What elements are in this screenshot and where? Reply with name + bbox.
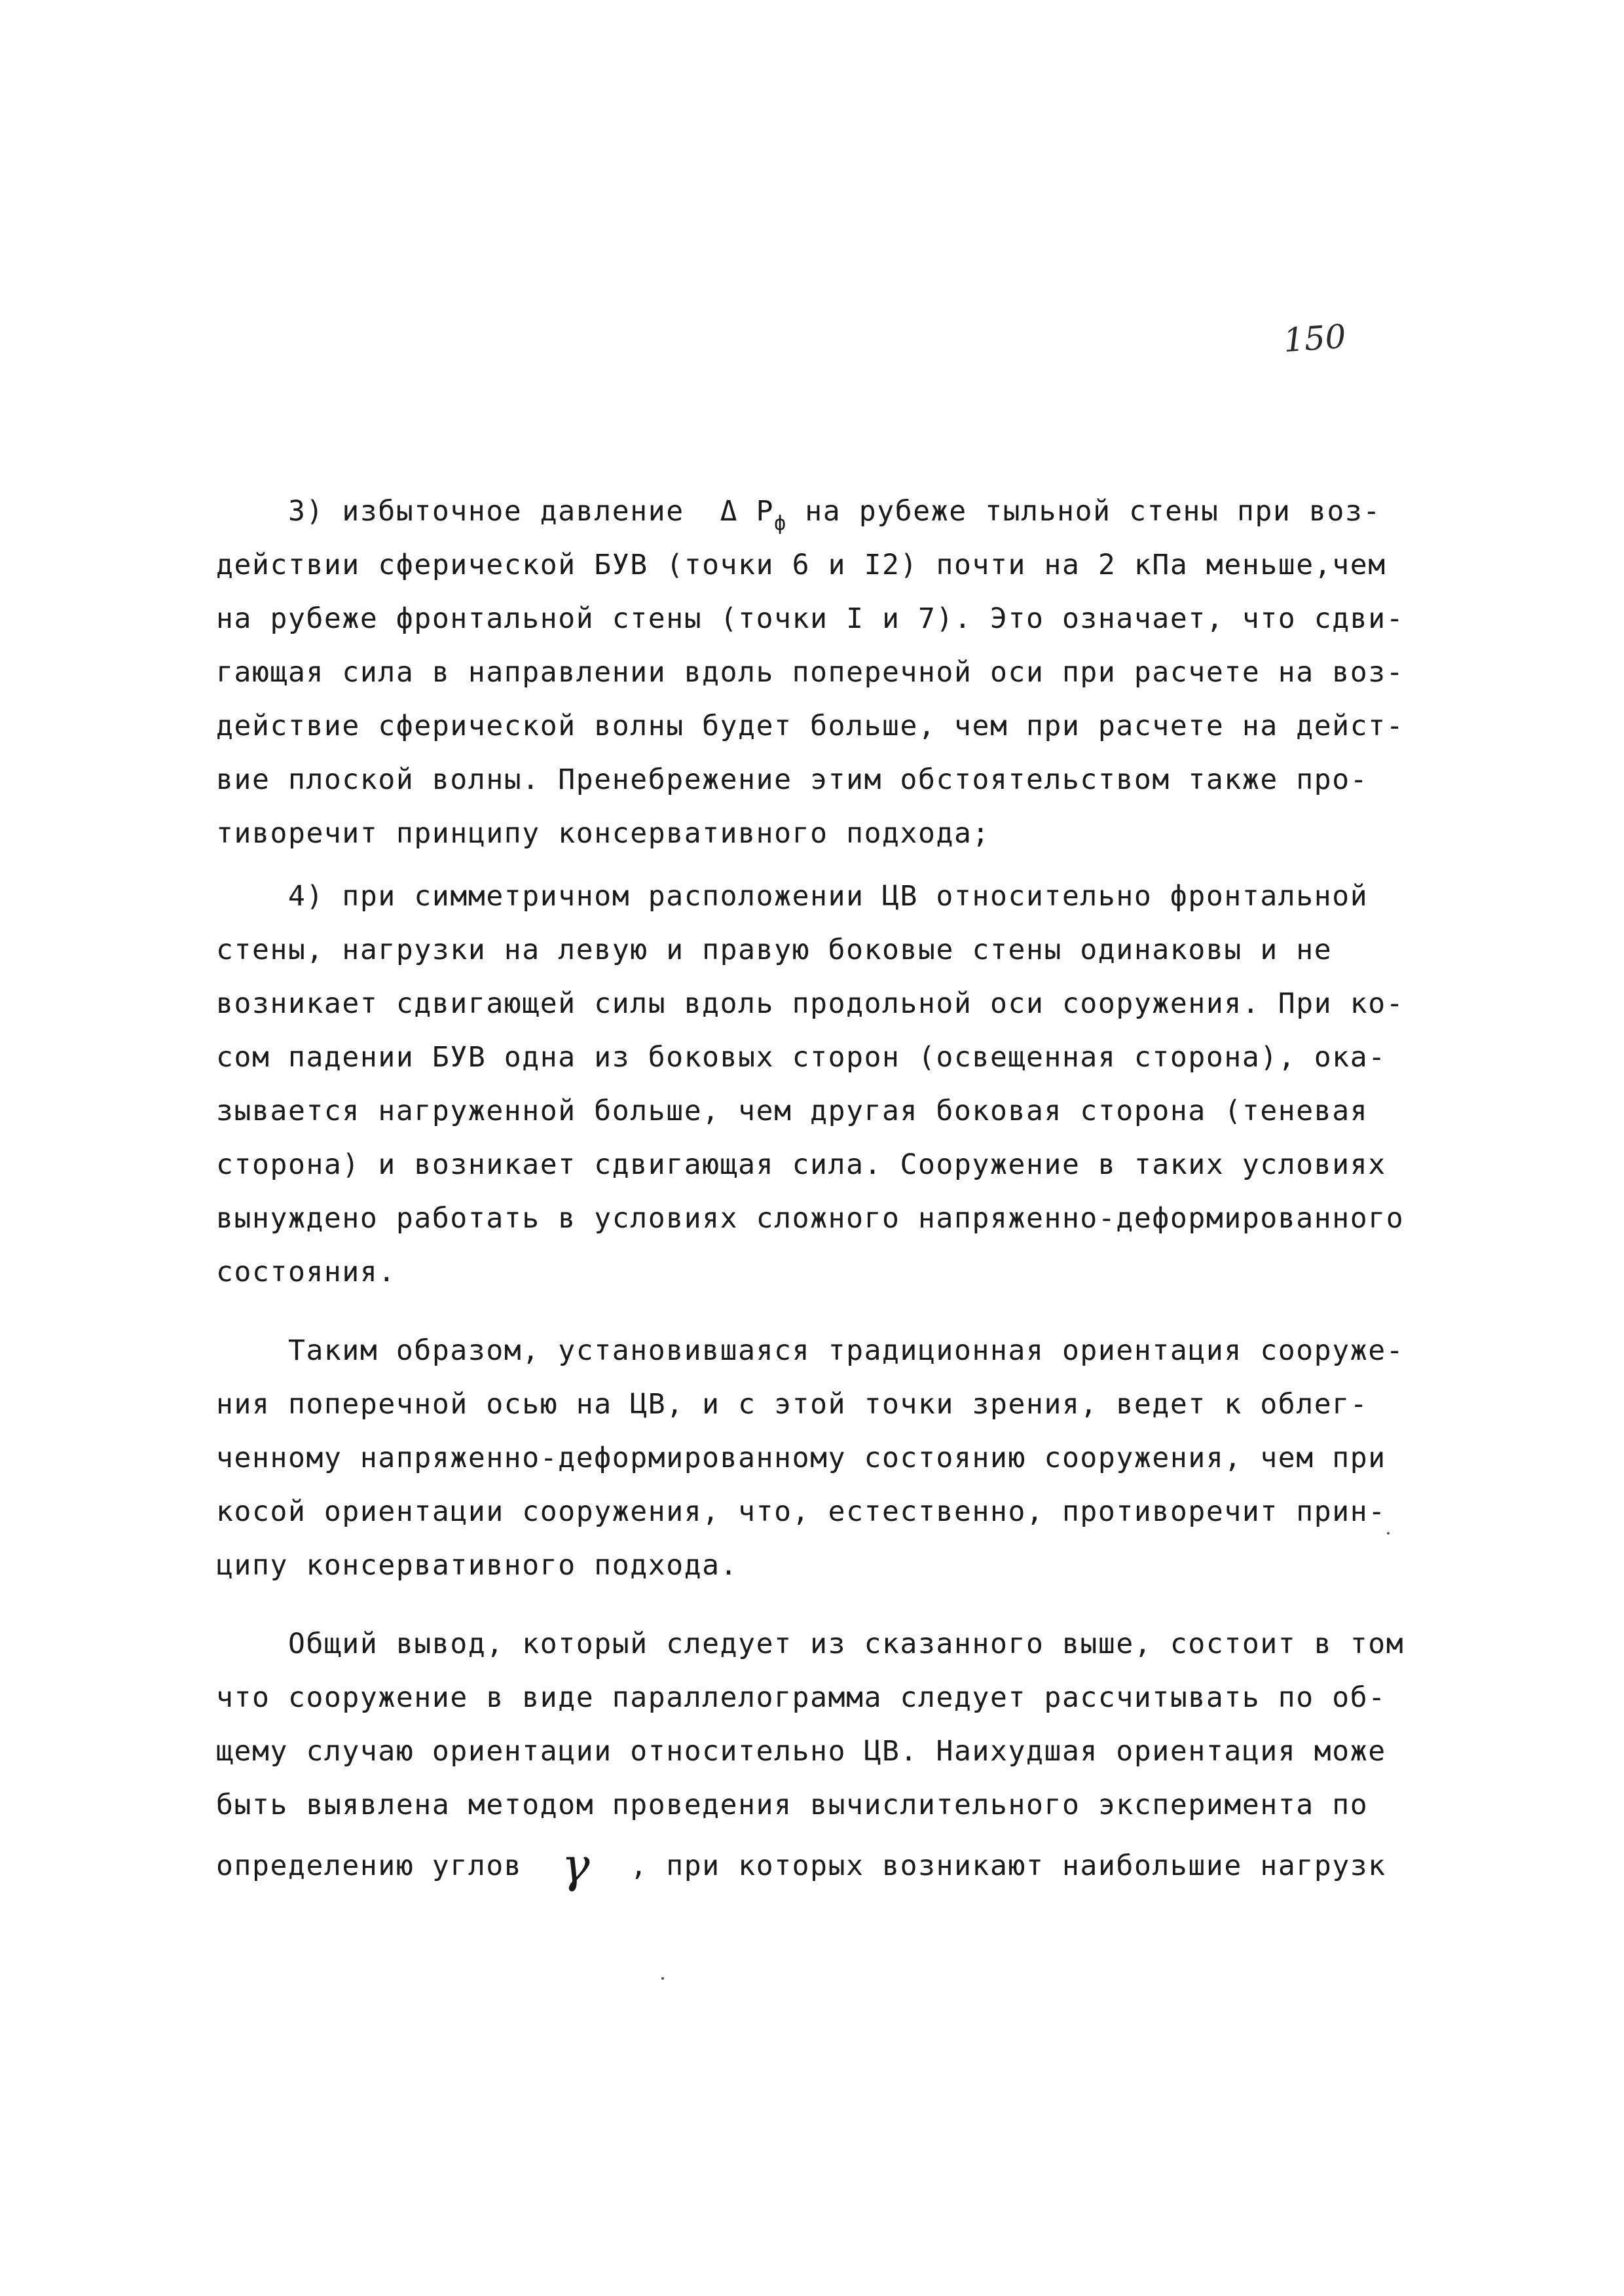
text-line-17: ния поперечной осью на ЦВ, и с этой точки зрения, ведет к облег- bbox=[216, 1388, 1369, 1421]
text-line-23: щему случаю ориентации относительно ЦВ. Наихудшая ориентация може bbox=[216, 1735, 1386, 1768]
text-line-12: зывается нагруженной больше, чем другая боковая сторона (теневая bbox=[216, 1095, 1369, 1127]
text-line-1: 3) избыточное давление Δ $P_ф$ на рубеже тыльной стены при воз- bbox=[216, 495, 1381, 535]
text-line-16: Таким образом, установившаяся традиционная ориентация сооруже- bbox=[216, 1334, 1405, 1367]
text-line-5: действие сферической волны будет больше, чем при расчете на дейст- bbox=[216, 710, 1405, 742]
text-line-20: ципу консервативного подхода. bbox=[216, 1549, 739, 1582]
page-number: 150 bbox=[1282, 317, 1348, 360]
text-line-24: быть выявлена методом проведения вычислительного эксперимента по bbox=[216, 1789, 1369, 1821]
text-line-13: сторона) и возникает сдвигающая сила. Сооружение в таких условиях bbox=[216, 1148, 1386, 1181]
text-line-22: что сооружение в виде параллелограмма следует рассчитывать по об- bbox=[216, 1681, 1386, 1714]
text-line-3: на рубеже фронтальной стены (точки I и 7). Это означает, что сдви- bbox=[216, 602, 1405, 635]
text-line-9: стены, нагрузки на левую и правую боковые стены одинаковы и не bbox=[216, 934, 1333, 966]
text-line-14: вынуждено работать в условиях сложного напряженно-деформированного bbox=[216, 1202, 1405, 1235]
text-line-15: состояния. bbox=[216, 1256, 396, 1288]
text-line-2: действии сферической БУВ (точки 6 и I2) почти на 2 кПа меньше,чем bbox=[216, 549, 1386, 581]
body-text bbox=[216, 484, 1428, 1893]
scan-speck bbox=[661, 1977, 664, 1980]
text-line-8: 4) при симметричном расположении ЦВ относительно фронтальной bbox=[216, 880, 1369, 913]
text-line-4: гающая сила в направлении вдоль поперечной оси при расчете на воз- bbox=[216, 656, 1405, 689]
scan-speck bbox=[1387, 1532, 1390, 1535]
text-line-10: возникает сдвигающей силы вдоль продольной оси сооружения. При ко- bbox=[216, 987, 1405, 1020]
text-line-25: определению углов γ , при которых возникают наибольшие нагрузк bbox=[216, 1838, 1386, 1893]
gamma-symbol: γ bbox=[561, 1838, 591, 1893]
text-line-21: Общий вывод, который следует из сказанного выше, состоит в том bbox=[216, 1628, 1405, 1660]
text-line-11: сом падении БУВ одна из боковых сторон (освещенная сторона), ока- bbox=[216, 1041, 1386, 1074]
text-line-19: косой ориентации сооружения, что, естественно, противоречит прин- bbox=[216, 1495, 1386, 1528]
text-line-7: тиворечит принципу консервативного подхода; bbox=[216, 817, 990, 850]
text-line-6: вие плоской волны. Пренебрежение этим обстоятельством также про- bbox=[216, 763, 1369, 796]
text-line-18: ченному напряженно-деформированному состоянию сооружения, чем при bbox=[216, 1442, 1386, 1474]
